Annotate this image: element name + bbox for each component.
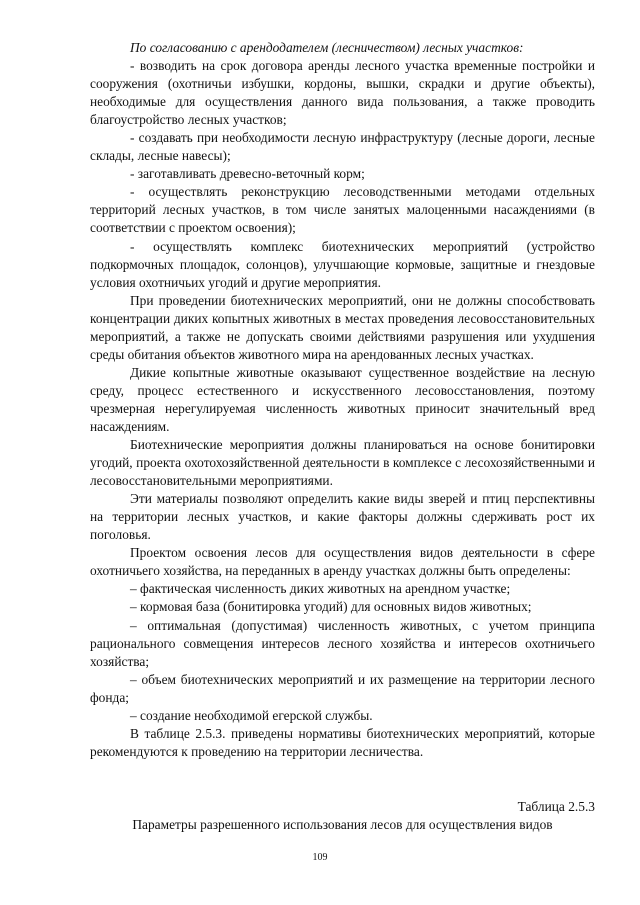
paragraph-2: - создавать при необходимости лесную инфраструктуру (лесные дороги, лесные склады, лесные навесы);	[90, 130, 595, 164]
paragraph-1: - возводить на срок договора аренды лесного участка временные постройки и сооружения (охотничьи избушки, кордоны, вышки, скрадки и другие объекты), необходимые для осуществления данного вида пользования, а также проводить благоустройство лесных участков;	[90, 58, 595, 128]
paragraph-6: При проведении биотехнических мероприятий, они не должны способствовать концентрации диких копытных животных в местах проведения лесовосстановительных мероприятий, а также не допускать своими действиями разрушения или ухудшения среды обитания объектов животного мира на арендованных лесных участках.	[90, 292, 595, 362]
page-number: 109	[312, 852, 328, 863]
table-caption	[90, 798, 595, 834]
paragraph-5: - осуществлять комплекс биотехнических мероприятий (устройство подкормочных площадок, солонцов), улучшающие кормовые, защитные и гнездовые условия охотничьих угодий и другие мероприятия.	[90, 238, 595, 290]
list-item-5: – создание необходимой егерской службы.	[130, 707, 373, 723]
table-title: Параметры разрешенного использования лесов для осуществления видов	[132, 817, 553, 833]
paragraph-8: Биотехнические мероприятия должны планироваться на основе бонитировки угодий, проекта охотохозяйственной деятельности в комплексе с лесохозяйственными и лесовосстановительными мероприятиями.	[90, 437, 595, 489]
list-item-1: – фактическая численность диких животных на арендном участке;	[130, 581, 511, 597]
paragraph-3: - заготавливать древесно-веточный корм;	[130, 166, 365, 182]
paragraph-7: Дикие копытные животные оказывают существенное воздействие на лесную среду, процесс естественного и искусственного лесовосстановления, поэтому чрезмерная нерегулируемая численность животных приносит значительный вред насаждениям.	[90, 364, 595, 434]
list-item-4: – объем биотехнических мероприятий и их размещение на территории лесного фонда;	[90, 671, 595, 705]
paragraph-9: Эти материалы позволяют определить какие виды зверей и птиц перспективны на территории лесных участков, и какие факторы должны сдерживать рост их поголовья.	[90, 491, 595, 543]
paragraph-10: Проектом освоения лесов для осуществления видов деятельности в сфере охотничьего хозяйства, на переданных в аренду участках должны быть определены:	[90, 545, 595, 579]
lead-paragraph: По согласованию с арендодателем (лесничеством) лесных участков:	[130, 40, 524, 55]
paragraph-11: В таблице 2.5.3. приведены нормативы биотехнических мероприятий, которые рекомендуются к проведению на территории лесничества.	[90, 725, 595, 759]
list-item-3: – оптимальная (допустимая) численность животных, с учетом принципа рационального совмещения интересов лесного хозяйства и интересов охотничьего хозяйства;	[90, 617, 595, 669]
list-item-2: – кормовая база (бонитировка угодий) для основных видов животных;	[130, 599, 532, 615]
table-number: Таблица 2.5.3	[517, 799, 595, 814]
body-text	[90, 39, 595, 761]
paragraph-4: - осуществлять реконструкцию лесоводственными методами отдельных территорий лесных участков, в том числе занятых малоценными насаждениями (в соответствии с проектом освоения);	[90, 184, 595, 236]
